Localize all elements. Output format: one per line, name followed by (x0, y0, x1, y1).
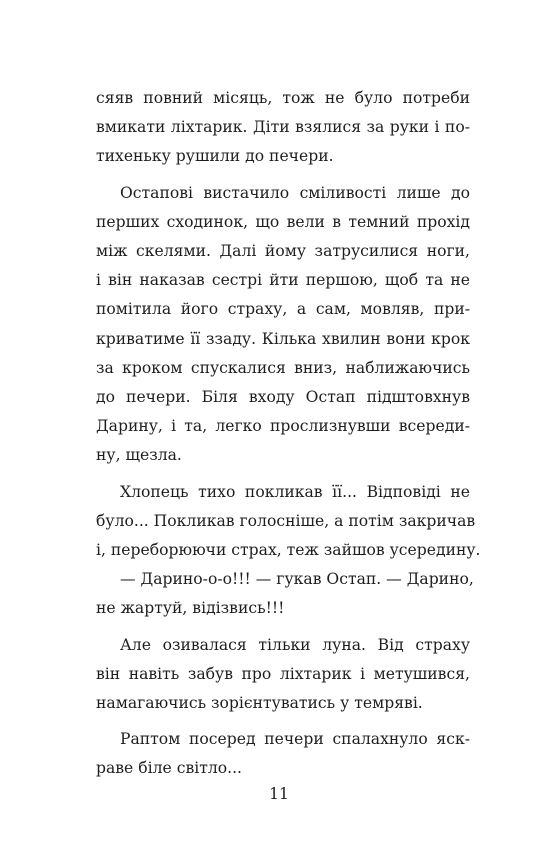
text-line: — Дарино-о-о!!! — гукав Остап. — Дарино, (120, 570, 474, 589)
text-line: криватиме її ззаду. Кілька хвилин вони крок (96, 329, 470, 348)
paragraph-1 (96, 84, 470, 172)
paragraph-5 (96, 631, 470, 719)
text-line: тихеньку рушили до печери. (96, 147, 334, 166)
text-line: і він наказав сестрі йти першою, щоб та не (96, 271, 470, 290)
text-line: Хлопець тихо покликав її... Відповіді не (120, 482, 470, 501)
text-line: сяяв повний місяць, тож не було потреби (96, 89, 470, 107)
text-line: вмикати ліхтарик. Діти взялися за руки і по- (96, 118, 470, 137)
text-line: ну, щезла. (96, 446, 182, 465)
text-line: було... Покликав голосніше, а потім закричав (96, 511, 476, 530)
page-number: 11 (269, 785, 289, 803)
text-line: не жартуй, відізвись!!! (96, 599, 285, 618)
text-line: і, переборюючи страх, теж зайшов усередину. (96, 541, 481, 560)
text-line: раве біле світло... (96, 759, 243, 778)
body-text (96, 84, 481, 784)
text-line: до печери. Біля входу Остап підштовхнув (96, 388, 470, 407)
paragraph-4 (96, 565, 474, 623)
text-line: за кроком спускалися вниз, наближаючись (96, 358, 470, 377)
text-line: Дарину, і та, легко прослизнувши всереди- (96, 417, 470, 436)
text-line: намагаючись зорієнтуватись у темряві. (96, 694, 423, 713)
text-line: помітила його страху, а сам, мовляв, при- (96, 300, 470, 319)
paragraph-2 (96, 179, 470, 471)
text-line: між скелями. Далі йому затрусилися ноги, (96, 242, 470, 261)
text-line: перших сходинок, що вели в темний прохід (96, 212, 470, 231)
text-line: Раптом посеред печери спалахнуло яск- (120, 730, 470, 749)
text-line: Але озивалася тільки луна. Від страху (120, 635, 470, 654)
paragraph-6 (96, 725, 470, 783)
text-line: він навіть забув про ліхтарик і метушився, (96, 664, 470, 683)
paragraph-3 (96, 478, 481, 566)
text-line: Остапові вистачило сміливості лише до (120, 183, 470, 202)
